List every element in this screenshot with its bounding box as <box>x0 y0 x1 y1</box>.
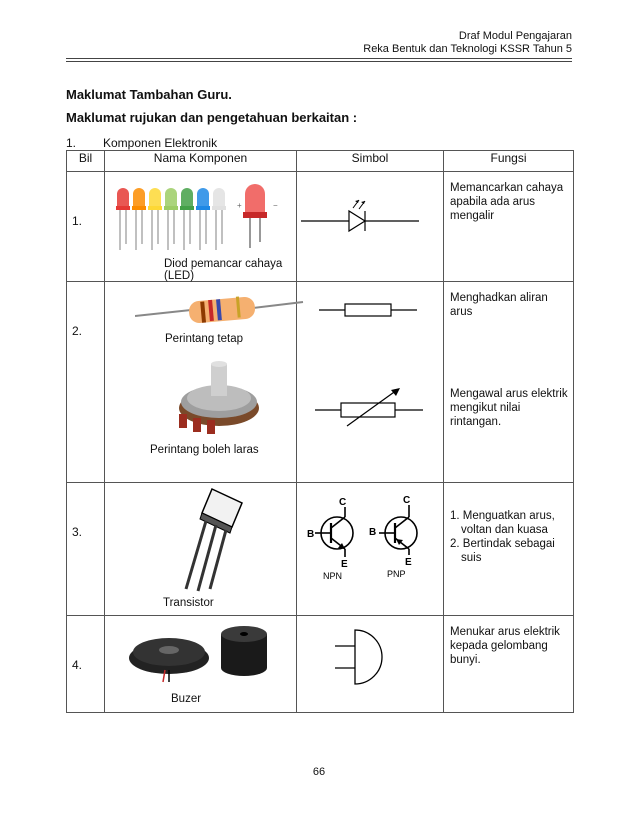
section-subheading: Maklumat rujukan dan pengetahuan berkaitan : <box>66 110 358 125</box>
transistor-function-2: voltan dan kuasa <box>461 524 548 536</box>
npn-b: B <box>307 529 315 540</box>
pnp-b: B <box>369 527 377 538</box>
fixed-resistor-symbol <box>301 298 441 322</box>
header-line-2: Reka Bentuk dan Teknologi KSSR Tahun 5 <box>363 43 572 55</box>
header-rule <box>66 58 572 59</box>
buzzer-symbol <box>301 628 439 688</box>
subsection-label: Komponen Elektronik <box>103 136 218 150</box>
variable-resistor-function: Mengawal arus elektrik mengikut nilai rintangan. <box>450 388 568 428</box>
components-table <box>66 150 574 713</box>
col-bil: Bil <box>67 151 105 172</box>
table-row <box>67 483 574 616</box>
row-number: 1. <box>72 214 83 228</box>
buzzer-flat-image <box>125 624 215 684</box>
transistor-name: Transistor <box>163 597 214 609</box>
led-rim <box>132 206 146 210</box>
transistor-image <box>180 485 270 595</box>
row-number: 2. <box>72 324 83 338</box>
page-number: 66 <box>312 766 326 778</box>
variable-resistor-name: Perintang boleh laras <box>150 444 259 456</box>
led-rim <box>116 206 130 210</box>
npn-label: NPN <box>323 571 343 579</box>
page-header <box>363 30 572 56</box>
svg-text:−: − <box>273 201 278 210</box>
fixed-resistor-image <box>135 288 305 332</box>
led-body <box>213 188 225 208</box>
led-large-image <box>235 182 283 250</box>
buzzer-name: Buzer <box>171 693 202 705</box>
transistor-function-3: 2. Bertindak sebagai <box>450 538 555 550</box>
led-rim <box>148 206 162 210</box>
table-row <box>67 616 574 713</box>
buzzer-function: Menukar arus elektrik kepada gelombang bunyi. <box>450 626 560 666</box>
subsection-number: 1. <box>66 136 77 150</box>
table-row <box>67 282 574 483</box>
transistor-symbols <box>301 493 439 579</box>
transistor-function-4: suis <box>461 552 482 564</box>
fixed-resistor-name: Perintang tetap <box>165 333 244 345</box>
led-body <box>165 188 177 208</box>
table-header-row <box>67 151 574 172</box>
led-function: Memancarkan cahaya apabila ada arus mengalir <box>450 182 564 222</box>
buzzer-round-image <box>215 620 275 680</box>
led-body <box>133 188 145 208</box>
col-simbol: Simbol <box>297 151 444 172</box>
pnp-c: C <box>403 495 411 506</box>
header-rule-2 <box>66 61 572 62</box>
header-line-1: Draf Modul Pengajaran <box>458 30 572 42</box>
col-nama-komponen: Nama Komponen <box>105 151 297 172</box>
npn-e: E <box>341 559 348 570</box>
led-symbol <box>301 192 439 242</box>
led-row-image <box>111 186 241 252</box>
led-rim <box>196 206 210 210</box>
row-number: 4. <box>72 658 83 672</box>
variable-resistor-image <box>165 356 275 436</box>
subsection-title <box>66 136 217 150</box>
pnp-e: E <box>405 557 412 568</box>
led-rim <box>180 206 194 210</box>
pnp-label: PNP <box>387 569 406 579</box>
table-row <box>67 172 574 282</box>
row-number: 3. <box>72 525 83 539</box>
led-body <box>181 188 193 208</box>
led-body <box>149 188 161 208</box>
led-rim <box>212 206 226 210</box>
variable-resistor-symbol <box>301 382 441 432</box>
led-body <box>197 188 209 208</box>
led-name: Diod pemancar cahaya (LED) <box>164 258 283 282</box>
section-heading: Maklumat Tambahan Guru. <box>66 87 232 102</box>
fixed-resistor-function: Menghadkan aliran arus <box>450 292 548 318</box>
transistor-function-1: 1. Menguatkan arus, <box>450 510 555 522</box>
svg-text:+: + <box>237 201 242 210</box>
npn-c: C <box>339 497 347 508</box>
col-fungsi: Fungsi <box>444 151 574 172</box>
led-rim <box>164 206 178 210</box>
led-body <box>117 188 129 208</box>
